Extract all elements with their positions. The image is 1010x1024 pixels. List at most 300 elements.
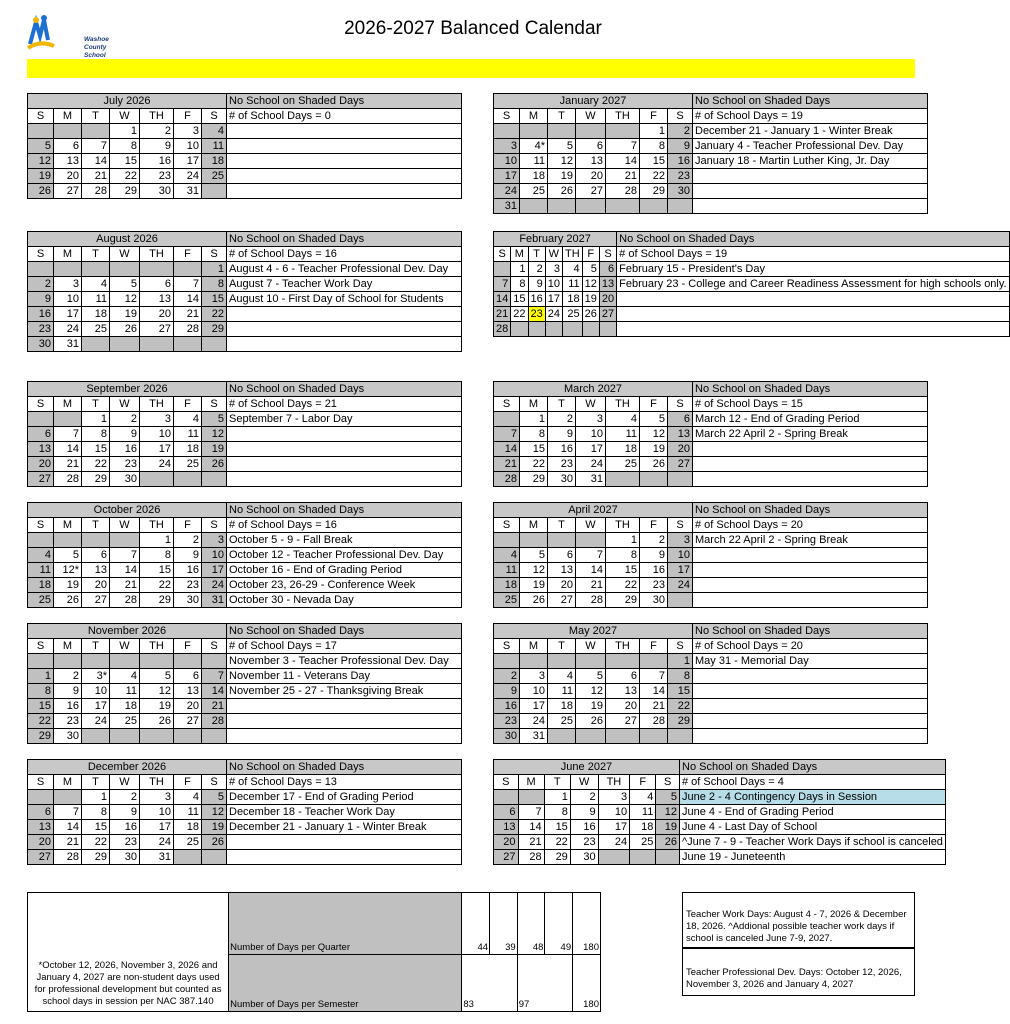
day-cell: 14 [606,154,640,169]
day-cell: 28 [606,184,640,199]
quarter-val-2: 39 [490,893,518,955]
day-cell: 25 [494,593,520,608]
month-block-january-2027 [493,93,928,214]
day-cell: 23 [640,578,668,593]
day-cell: 21 [640,699,668,714]
day-cell: 21 [54,835,82,850]
day-cell: 26 [582,307,599,322]
day-cell: 8 [202,277,227,292]
day-cell: 21 [174,307,202,322]
day-cell: 19 [656,820,680,835]
day-cell: 8 [606,548,640,563]
day-cell: 22 [668,699,693,714]
day-cell [82,654,110,669]
summary-table [27,892,601,1012]
day-cell: 1 [606,533,640,548]
day-cell [174,262,202,277]
day-cell: 5 [28,139,54,154]
event-note: February 23 - College and Career Readiness Assessment for high schools only. [617,277,1009,292]
school-days-count: # of School Days = 0 [227,109,462,124]
day-cell: 16 [174,563,202,578]
day-cell: 25 [606,457,640,472]
day-cell [606,654,640,669]
day-cell: 1 [544,790,570,805]
day-cell: 15 [668,684,693,699]
day-cell: 5 [110,277,140,292]
day-cell: 14 [54,820,82,835]
month-block-april-2027 [493,502,928,608]
month-table [27,231,462,352]
day-cell [494,412,520,427]
day-cell: 27 [28,850,54,865]
day-cell: 26 [640,457,668,472]
month-block-august-2026 [27,231,462,352]
day-cell: 4 [630,790,656,805]
day-cell: 3 [668,533,693,548]
day-cell: 24 [140,835,174,850]
day-cell: 4 [110,669,140,684]
semester-val-total: 180 [573,954,601,1011]
day-cell: 15 [82,820,110,835]
day-cell: 9 [28,292,54,307]
day-cell [598,850,630,865]
day-cell: 18 [520,169,548,184]
day-cell [202,184,227,199]
day-cell: 14 [494,292,511,307]
day-cell: 12 [548,154,576,169]
day-cell: 23 [54,714,82,729]
weekday-header: W [576,518,606,533]
month-block-december-2026 [27,759,462,865]
day-cell: 19 [548,169,576,184]
event-note-empty [227,442,462,457]
event-note-empty [227,472,462,487]
day-cell: 18 [548,699,576,714]
month-block-october-2026 [27,502,462,608]
teacher-pd-days-note: Teacher Professional Dev. Days: October 12, 2026, November 3, 2026 and January 4, 2027 [682,948,915,996]
day-cell: 24 [598,835,630,850]
day-cell: 16 [570,820,598,835]
weekday-header: M [518,775,544,790]
month-title: December 2026 [28,760,227,775]
day-cell: 30 [570,850,598,865]
weekday-header: M [511,247,528,262]
day-cell: 10 [202,548,227,563]
day-cell: 25 [520,184,548,199]
day-cell: 19 [202,820,227,835]
day-cell: 11 [110,684,140,699]
day-cell: 6 [668,412,693,427]
day-cell: 15 [520,442,548,457]
month-block-september-2026 [27,381,462,487]
day-cell: 30 [494,729,520,744]
day-cell: 26 [656,835,680,850]
month-title: August 2026 [28,232,227,247]
day-cell: 10 [576,427,606,442]
weekday-header: F [174,397,202,412]
day-cell: 27 [28,472,54,487]
day-cell: 9 [110,805,140,820]
event-note-empty [693,457,928,472]
day-cell [606,199,640,214]
event-note: June 4 - Last Day of School [680,820,946,835]
day-cell: 17 [140,442,174,457]
day-cell [28,790,54,805]
day-cell: 26 [28,184,54,199]
day-cell: 19 [640,442,668,457]
day-cell: 16 [548,442,576,457]
day-cell: 11 [563,277,583,292]
event-note: November 11 - Veterans Day [227,669,462,684]
weekday-header: W [576,397,606,412]
semester-label: Number of Days per Semester [229,954,462,1011]
day-cell: 9 [570,805,598,820]
weekday-header: TH [598,775,630,790]
month-title: March 2027 [494,382,693,397]
day-cell: 19 [110,307,140,322]
day-cell: 30 [640,593,668,608]
weekday-header: W [545,247,562,262]
weekday-header: W [110,247,140,262]
weekday-header: F [174,109,202,124]
weekday-header: TH [140,639,174,654]
day-cell: 20 [494,835,519,850]
day-cell [582,322,599,337]
day-cell [140,262,174,277]
day-cell: 6 [174,669,202,684]
day-cell [174,472,202,487]
weekday-header: TH [140,109,174,124]
weekday-header: S [28,397,54,412]
day-cell [668,199,693,214]
day-cell: 27 [494,850,519,865]
day-cell: 18 [494,578,520,593]
weekday-header: S [202,397,227,412]
day-cell: 7 [640,669,668,684]
no-school-label: No School on Shaded Days [693,94,928,109]
no-school-label: No School on Shaded Days [693,503,928,518]
day-cell: 12 [140,684,174,699]
day-cell [494,533,520,548]
school-days-count: # of School Days = 15 [693,397,928,412]
weekday-header: M [54,109,82,124]
day-cell: 13 [548,563,576,578]
day-cell: 28 [202,714,227,729]
day-cell: 15 [28,699,54,714]
day-cell: 12 [656,805,680,820]
day-cell: 4 [174,412,202,427]
page-title: 2026-2027 Balanced Calendar [344,18,602,39]
weekday-header: W [110,775,140,790]
no-school-label: No School on Shaded Days [680,760,946,775]
event-note-empty [227,729,462,744]
weekday-header: T [82,109,110,124]
weekday-header: S [494,639,520,654]
weekday-header: T [544,775,570,790]
month-title: October 2026 [28,503,227,518]
event-note-empty [693,729,928,744]
event-note-empty [693,169,928,184]
day-cell: 12* [54,563,82,578]
day-cell [28,124,54,139]
day-cell: 10 [520,684,548,699]
day-cell: 29 [82,472,110,487]
day-cell: 17 [598,820,630,835]
day-cell: 14 [518,820,544,835]
day-cell: 11 [202,139,227,154]
day-cell: 11 [28,563,54,578]
weekday-header: S [28,247,54,262]
day-cell: 14 [110,563,140,578]
day-cell: 6 [140,277,174,292]
day-cell: 23 [570,835,598,850]
day-cell: 11 [174,427,202,442]
event-note: June 2 - 4 Contingency Days in Session [680,790,946,805]
weekday-header: W [576,639,606,654]
event-note: December 21 - January 1 - Winter Break [693,124,928,139]
day-cell: 3* [82,669,110,684]
day-cell: 26 [54,593,82,608]
day-cell: 25 [28,593,54,608]
day-cell: 23 [548,457,576,472]
day-cell: 10 [494,154,520,169]
day-cell: 2 [548,412,576,427]
day-cell: 6 [82,548,110,563]
day-cell: 6 [576,139,606,154]
day-cell [520,533,548,548]
event-note: December 21 - January 1 - Winter Break [227,820,462,835]
day-cell [110,533,140,548]
weekday-header: F [174,518,202,533]
day-cell: 11 [174,805,202,820]
day-cell: 29 [668,714,693,729]
month-block-march-2027 [493,381,928,487]
event-note-empty [227,307,462,322]
day-cell: 23 [28,322,54,337]
day-cell: 19 [576,699,606,714]
day-cell: 17 [82,699,110,714]
event-note-empty [227,184,462,199]
day-cell: 3 [202,533,227,548]
day-cell: 3 [140,412,174,427]
day-cell: 30 [174,593,202,608]
day-cell [545,322,562,337]
day-cell: 20 [140,307,174,322]
day-cell: 9 [668,139,693,154]
day-cell: 3 [54,277,82,292]
day-cell [28,654,54,669]
day-cell: 29 [110,184,140,199]
event-note: September 7 - Labor Day [227,412,462,427]
weekday-header: F [630,775,656,790]
weekday-header: TH [140,518,174,533]
day-cell: 7 [494,277,511,292]
semester-val-2: 97 [517,954,572,1011]
day-cell [82,124,110,139]
day-cell: 7 [174,277,202,292]
day-cell: 8 [511,277,528,292]
day-cell: 28 [54,850,82,865]
event-note-empty [617,292,1009,307]
day-cell: 31 [494,199,520,214]
day-cell: 2 [54,669,82,684]
day-cell: 5 [140,669,174,684]
no-school-label: No School on Shaded Days [227,760,462,775]
day-cell: 17 [545,292,562,307]
day-cell: 22 [640,169,668,184]
day-cell: 11 [520,154,548,169]
day-cell: 26 [140,714,174,729]
day-cell: 5 [202,412,227,427]
event-note: October 12 - Teacher Professional Dev. Day [227,548,462,563]
day-cell [520,654,548,669]
day-cell: 20 [54,169,82,184]
day-cell: 20 [82,578,110,593]
day-cell: 13 [606,684,640,699]
no-school-label: No School on Shaded Days [227,382,462,397]
weekday-header: M [54,639,82,654]
day-cell: 1 [202,262,227,277]
no-school-label: No School on Shaded Days [227,94,462,109]
day-cell [54,533,82,548]
event-note-empty [693,563,928,578]
day-cell [110,337,140,352]
day-cell: 18 [174,820,202,835]
day-cell: 15 [640,154,668,169]
weekday-header: S [202,518,227,533]
month-table [27,93,462,199]
no-school-label: No School on Shaded Days [693,624,928,639]
day-cell: 25 [174,835,202,850]
day-cell: 16 [668,154,693,169]
day-cell: 29 [544,850,570,865]
day-cell: 4 [202,124,227,139]
day-cell: 28 [82,184,110,199]
day-cell: 6 [548,548,576,563]
day-cell: 19 [54,578,82,593]
month-table [493,381,928,487]
day-cell: 27 [599,307,616,322]
day-cell: 4 [174,790,202,805]
day-cell: 17 [668,563,693,578]
weekday-header: F [640,518,668,533]
day-cell: 1 [640,124,668,139]
day-cell [548,199,576,214]
day-cell: 24 [545,307,562,322]
day-cell: 7 [494,427,520,442]
day-cell: 1 [668,654,693,669]
event-note: June 19 - Juneteenth [680,850,946,865]
day-cell [548,124,576,139]
weekday-header: TH [140,775,174,790]
day-cell [202,472,227,487]
day-cell: 14 [174,292,202,307]
weekday-header: M [54,247,82,262]
day-cell: 28 [576,593,606,608]
day-cell: 5 [582,262,599,277]
day-cell: 21 [54,457,82,472]
day-cell: 8 [110,139,140,154]
day-cell: 15 [140,563,174,578]
day-cell: 22 [110,169,140,184]
day-cell: 5 [640,412,668,427]
day-cell: 18 [110,699,140,714]
day-cell: 2 [494,669,520,684]
day-cell [110,262,140,277]
no-school-label: No School on Shaded Days [227,503,462,518]
day-cell: 30 [668,184,693,199]
day-cell: 5 [576,669,606,684]
month-table [27,623,462,744]
event-note: May 31 - Memorial Day [693,654,928,669]
day-cell: 1 [82,790,110,805]
day-cell: 21 [202,699,227,714]
day-cell: 20 [548,578,576,593]
semester-val-1: 83 [462,954,517,1011]
day-cell [548,533,576,548]
day-cell: 16 [110,820,140,835]
weekday-header: T [82,775,110,790]
day-cell: 13 [494,820,519,835]
day-cell: 17 [54,307,82,322]
day-cell: 25 [174,457,202,472]
day-cell: 22 [82,457,110,472]
event-note-empty [227,835,462,850]
day-cell: 19 [582,292,599,307]
day-cell [630,850,656,865]
day-cell: 22 [520,457,548,472]
day-cell [599,322,616,337]
day-cell: 9 [528,277,545,292]
day-cell: 15 [82,442,110,457]
day-cell: 29 [28,729,54,744]
quarter-val-total: 180 [573,893,601,955]
day-cell: 17 [520,699,548,714]
day-cell: 3 [520,669,548,684]
day-cell: 23 [110,457,140,472]
day-cell: 30 [110,472,140,487]
day-cell: 24 [494,184,520,199]
day-cell [28,412,54,427]
day-cell: 7 [606,139,640,154]
day-cell: 6 [28,427,54,442]
day-cell: 7 [82,139,110,154]
day-cell: 8 [640,139,668,154]
month-title: February 2027 [494,232,617,247]
day-cell: 18 [202,154,227,169]
no-school-label: No School on Shaded Days [227,232,462,247]
day-cell [54,262,82,277]
day-cell [576,199,606,214]
day-cell: 13 [576,154,606,169]
month-block-november-2026 [27,623,462,744]
day-cell: 8 [520,427,548,442]
day-cell: 16 [54,699,82,714]
weekday-header: M [54,397,82,412]
day-cell: 16 [28,307,54,322]
day-cell: 24 [174,169,202,184]
no-school-label: No School on Shaded Days [693,382,928,397]
day-cell: 3 [140,790,174,805]
day-cell: 10 [82,684,110,699]
day-cell: 22 [140,578,174,593]
day-cell: 21 [576,578,606,593]
month-title: January 2027 [494,94,693,109]
day-cell: 21 [82,169,110,184]
weekday-header: T [82,639,110,654]
weekday-header: T [82,397,110,412]
day-cell: 7 [576,548,606,563]
